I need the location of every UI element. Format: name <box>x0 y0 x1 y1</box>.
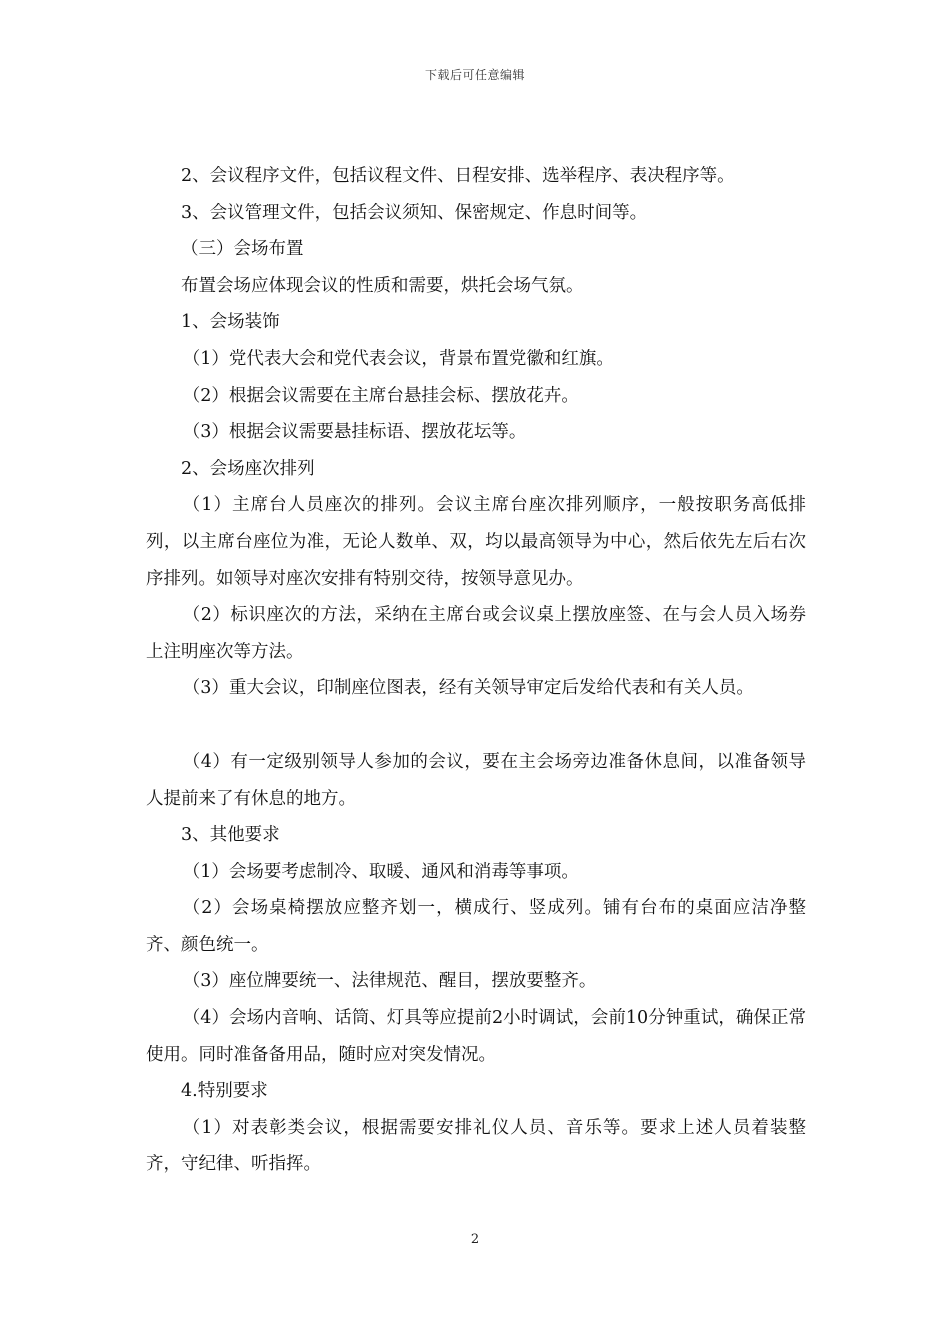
paragraph: 2、会议程序文件，包括议程文件、日程安排、选举程序、表决程序等。 <box>181 166 735 186</box>
paragraph: （2）根据会议需要在主席台悬挂会标、摆放花卉。 <box>182 385 579 406</box>
subsection-heading: 3、其他要求 <box>181 825 280 846</box>
paragraph: （1）主席台人员座次的排列。会议主席台座次排列顺序，一般按职务高低排列，以主席台座位为准，无论人数单、双，均以最高领导为中心，然后依先左后右次序排列。如领导对座次安排有特别交待，按领导意见办。 <box>146 495 806 589</box>
paragraph: 布置会场应体现会议的性质和需要，烘托会场气氛。 <box>181 275 584 296</box>
paragraph: （4）会场内音响、话筒、灯具等应提前2小时调试，会前10分钟重试，确保正常使用。同时准备备用品，随时应对突发情况。 <box>146 1008 806 1065</box>
page-number: 2 <box>470 1232 480 1247</box>
subsection-heading: 2、会场座次排列 <box>181 458 315 479</box>
page-header-note: 下载后可任意编辑 <box>424 68 525 82</box>
document-body <box>146 158 806 1183</box>
subsection-heading: 1、会场装饰 <box>181 312 280 333</box>
paragraph: （3）座位牌要统一、法律规范、醒目，摆放要整齐。 <box>182 971 597 992</box>
paragraph: （1）会场要考虑制冷、取暖、通风和消毒等事项。 <box>182 861 579 882</box>
section-heading: （三）会场布置 <box>181 239 304 260</box>
paragraph: （4）有一定级别领导人参加的会议，要在主会场旁边准备休息间，以准备领导人提前来了有休息的地方。 <box>146 751 806 809</box>
paragraph: （3）重大会议，印制座位图表，经有关领导审定后发给代表和有关人员。 <box>182 678 754 699</box>
blank-line <box>146 707 806 744</box>
paragraph: （1）对表彰类会议，根据需要安排礼仪人员、音乐等。要求上述人员着装整齐，守纪律、听指挥。 <box>146 1117 806 1175</box>
paragraph: （3）根据会议需要悬挂标语、摆放花坛等。 <box>182 422 527 443</box>
paragraph: （2）标识座次的方法，采纳在主席台或会议桌上摆放座签、在与会人员入场券上注明座次等方法。 <box>146 605 806 662</box>
paragraph: （1）党代表大会和党代表会议，背景布置党徽和红旗。 <box>182 348 614 369</box>
paragraph: （2）会场桌椅摆放应整齐划一，横成行、竖成列。铺有台布的桌面应洁净整齐、颜色统一。 <box>146 898 806 955</box>
paragraph: 3、会议管理文件，包括会议须知、保密规定、作息时间等。 <box>181 202 648 223</box>
subsection-heading: 4.特别要求 <box>181 1081 268 1102</box>
